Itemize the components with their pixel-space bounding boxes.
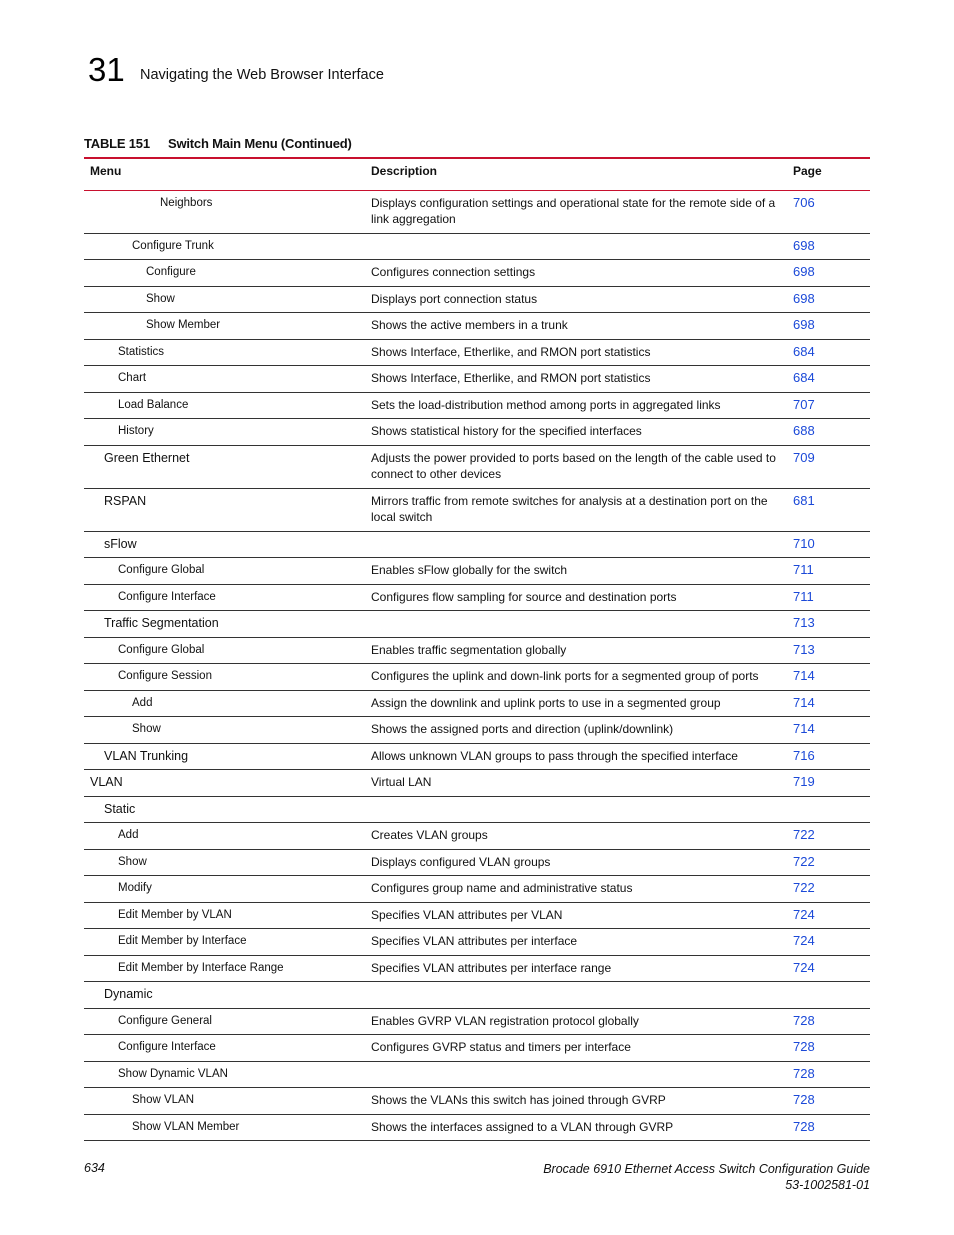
menu-item-cell: Show Member <box>84 313 365 340</box>
menu-item-cell: Show <box>84 717 365 744</box>
page-link[interactable]: 707 <box>787 392 870 419</box>
menu-item-cell: Show VLAN Member <box>84 1114 365 1141</box>
menu-item-cell: Traffic Segmentation <box>84 611 365 638</box>
menu-item-cell: Edit Member by VLAN <box>84 902 365 929</box>
menu-item-cell: Modify <box>84 876 365 903</box>
page-link[interactable]: 728 <box>787 1061 870 1088</box>
description-cell: Configures connection settings <box>365 260 787 287</box>
page-link[interactable]: 728 <box>787 1008 870 1035</box>
column-header-description: Description <box>365 158 787 190</box>
page-link[interactable]: 714 <box>787 717 870 744</box>
menu-item-cell: Configure Global <box>84 558 365 585</box>
menu-item-cell: Configure <box>84 260 365 287</box>
footer-document-info <box>543 1161 870 1193</box>
table-row <box>84 902 870 929</box>
page-link[interactable]: 714 <box>787 690 870 717</box>
page-link[interactable]: 713 <box>787 611 870 638</box>
table-row <box>84 876 870 903</box>
menu-item-cell: Add <box>84 823 365 850</box>
page-link[interactable]: 684 <box>787 339 870 366</box>
table-row <box>84 445 870 488</box>
page-link[interactable]: 709 <box>787 445 870 488</box>
table-row <box>84 392 870 419</box>
table-row <box>84 584 870 611</box>
page-link <box>787 982 870 1009</box>
description-cell: Specifies VLAN attributes per interface <box>365 929 787 956</box>
description-cell: Assign the downlink and uplink ports to use in a segmented group <box>365 690 787 717</box>
page-link[interactable]: 688 <box>787 419 870 446</box>
description-cell: Displays configured VLAN groups <box>365 849 787 876</box>
table-row <box>84 823 870 850</box>
column-header-page: Page <box>787 158 870 190</box>
table-row <box>84 770 870 797</box>
page-link[interactable]: 698 <box>787 260 870 287</box>
description-cell: Specifies VLAN attributes per interface range <box>365 955 787 982</box>
table-row <box>84 190 870 233</box>
table-row <box>84 339 870 366</box>
page-link[interactable]: 698 <box>787 233 870 260</box>
menu-item-cell: Show <box>84 286 365 313</box>
menu-item-cell: Configure Session <box>84 664 365 691</box>
page-link[interactable]: 722 <box>787 849 870 876</box>
page-link[interactable]: 728 <box>787 1088 870 1115</box>
table-row <box>84 664 870 691</box>
description-cell: Enables sFlow globally for the switch <box>365 558 787 585</box>
description-cell: Sets the load-distribution method among ports in aggregated links <box>365 392 787 419</box>
page-link[interactable]: 728 <box>787 1114 870 1141</box>
description-cell: Shows statistical history for the specified interfaces <box>365 419 787 446</box>
description-cell <box>365 531 787 558</box>
description-cell <box>365 796 787 823</box>
description-cell <box>365 611 787 638</box>
menu-item-cell: Green Ethernet <box>84 445 365 488</box>
menu-item-cell: Configure Trunk <box>84 233 365 260</box>
table-row <box>84 313 870 340</box>
description-cell: Configures group name and administrative status <box>365 876 787 903</box>
footer-guide-title: Brocade 6910 Ethernet Access Switch Configuration Guide <box>543 1162 870 1176</box>
description-cell: Creates VLAN groups <box>365 823 787 850</box>
menu-item-cell: Edit Member by Interface <box>84 929 365 956</box>
table-row <box>84 929 870 956</box>
description-cell: Specifies VLAN attributes per VLAN <box>365 902 787 929</box>
menu-item-cell: Load Balance <box>84 392 365 419</box>
table-row <box>84 611 870 638</box>
menu-item-cell: Show <box>84 849 365 876</box>
description-cell <box>365 233 787 260</box>
description-cell: Adjusts the power provided to ports based on the length of the cable used to connect to other devices <box>365 445 787 488</box>
description-cell: Displays configuration settings and operational state for the remote side of a link aggregation <box>365 190 787 233</box>
table-row <box>84 955 870 982</box>
menu-item-cell: Add <box>84 690 365 717</box>
table-row <box>84 1008 870 1035</box>
table-row <box>84 690 870 717</box>
page-link[interactable]: 684 <box>787 366 870 393</box>
menu-item-cell: Configure Global <box>84 637 365 664</box>
page-link[interactable]: 724 <box>787 929 870 956</box>
table-row <box>84 637 870 664</box>
menu-item-cell: Chart <box>84 366 365 393</box>
page-link[interactable]: 698 <box>787 286 870 313</box>
table-row <box>84 1061 870 1088</box>
description-cell: Shows the active members in a trunk <box>365 313 787 340</box>
table-row <box>84 1114 870 1141</box>
table-row <box>84 982 870 1009</box>
table-row <box>84 743 870 770</box>
description-cell: Allows unknown VLAN groups to pass through the specified interface <box>365 743 787 770</box>
description-cell: Mirrors traffic from remote switches for analysis at a destination port on the local switch <box>365 488 787 531</box>
page-link[interactable]: 728 <box>787 1035 870 1062</box>
table-row <box>84 488 870 531</box>
description-cell: Enables GVRP VLAN registration protocol globally <box>365 1008 787 1035</box>
description-cell: Shows Interface, Etherlike, and RMON port statistics <box>365 339 787 366</box>
page-link <box>787 796 870 823</box>
page-link[interactable]: 698 <box>787 313 870 340</box>
page-link[interactable]: 724 <box>787 902 870 929</box>
table-number: TABLE 151 <box>84 136 150 151</box>
table-row <box>84 796 870 823</box>
table-caption <box>84 136 352 152</box>
menu-item-cell: VLAN Trunking <box>84 743 365 770</box>
menu-item-cell: Static <box>84 796 365 823</box>
menu-item-cell: Show Dynamic VLAN <box>84 1061 365 1088</box>
page-link[interactable]: 681 <box>787 488 870 531</box>
description-cell: Configures flow sampling for source and destination ports <box>365 584 787 611</box>
table-row <box>84 717 870 744</box>
table-row <box>84 233 870 260</box>
page-link[interactable]: 710 <box>787 531 870 558</box>
page-link[interactable]: 724 <box>787 955 870 982</box>
table-row <box>84 1035 870 1062</box>
chapter-number: 31 <box>88 51 125 88</box>
menu-item-cell: RSPAN <box>84 488 365 531</box>
menu-item-cell: Configure Interface <box>84 1035 365 1062</box>
footer-page-number: 634 <box>84 1161 105 1175</box>
description-cell <box>365 1061 787 1088</box>
table-row <box>84 366 870 393</box>
page-link[interactable]: 713 <box>787 637 870 664</box>
column-header-menu: Menu <box>84 158 365 190</box>
table-row <box>84 849 870 876</box>
description-cell: Shows Interface, Etherlike, and RMON port statistics <box>365 366 787 393</box>
table-row <box>84 260 870 287</box>
table-row <box>84 558 870 585</box>
menu-item-cell: Configure Interface <box>84 584 365 611</box>
page-link[interactable]: 711 <box>787 558 870 585</box>
table-title: Switch Main Menu (Continued) <box>168 136 352 151</box>
menu-item-cell: Dynamic <box>84 982 365 1009</box>
description-cell: Configures GVRP status and timers per interface <box>365 1035 787 1062</box>
page-link[interactable]: 719 <box>787 770 870 797</box>
menu-item-cell: sFlow <box>84 531 365 558</box>
switch-main-menu-table <box>84 157 870 1141</box>
page-link[interactable]: 716 <box>787 743 870 770</box>
menu-item-cell: History <box>84 419 365 446</box>
description-cell: Shows the VLANs this switch has joined through GVRP <box>365 1088 787 1115</box>
description-cell: Enables traffic segmentation globally <box>365 637 787 664</box>
description-cell: Displays port connection status <box>365 286 787 313</box>
menu-item-cell: Neighbors <box>84 190 365 233</box>
chapter-title: Navigating the Web Browser Interface <box>140 67 384 83</box>
table-row <box>84 1088 870 1115</box>
page-link[interactable]: 711 <box>787 584 870 611</box>
page-link[interactable]: 714 <box>787 664 870 691</box>
menu-item-cell: VLAN <box>84 770 365 797</box>
description-cell: Configures the uplink and down-link ports for a segmented group of ports <box>365 664 787 691</box>
footer-doc-number: 53-1002581-01 <box>785 1178 870 1192</box>
page-link[interactable]: 722 <box>787 823 870 850</box>
description-cell <box>365 982 787 1009</box>
description-cell: Virtual LAN <box>365 770 787 797</box>
description-cell: Shows the interfaces assigned to a VLAN through GVRP <box>365 1114 787 1141</box>
menu-item-cell: Show VLAN <box>84 1088 365 1115</box>
menu-item-cell: Edit Member by Interface Range <box>84 955 365 982</box>
page-link[interactable]: 706 <box>787 190 870 233</box>
description-cell: Shows the assigned ports and direction (uplink/downlink) <box>365 717 787 744</box>
table-row <box>84 531 870 558</box>
table-body <box>84 190 870 1141</box>
menu-item-cell: Configure General <box>84 1008 365 1035</box>
table-header-row <box>84 158 870 190</box>
table-row <box>84 286 870 313</box>
page-link[interactable]: 722 <box>787 876 870 903</box>
table-row <box>84 419 870 446</box>
menu-item-cell: Statistics <box>84 339 365 366</box>
